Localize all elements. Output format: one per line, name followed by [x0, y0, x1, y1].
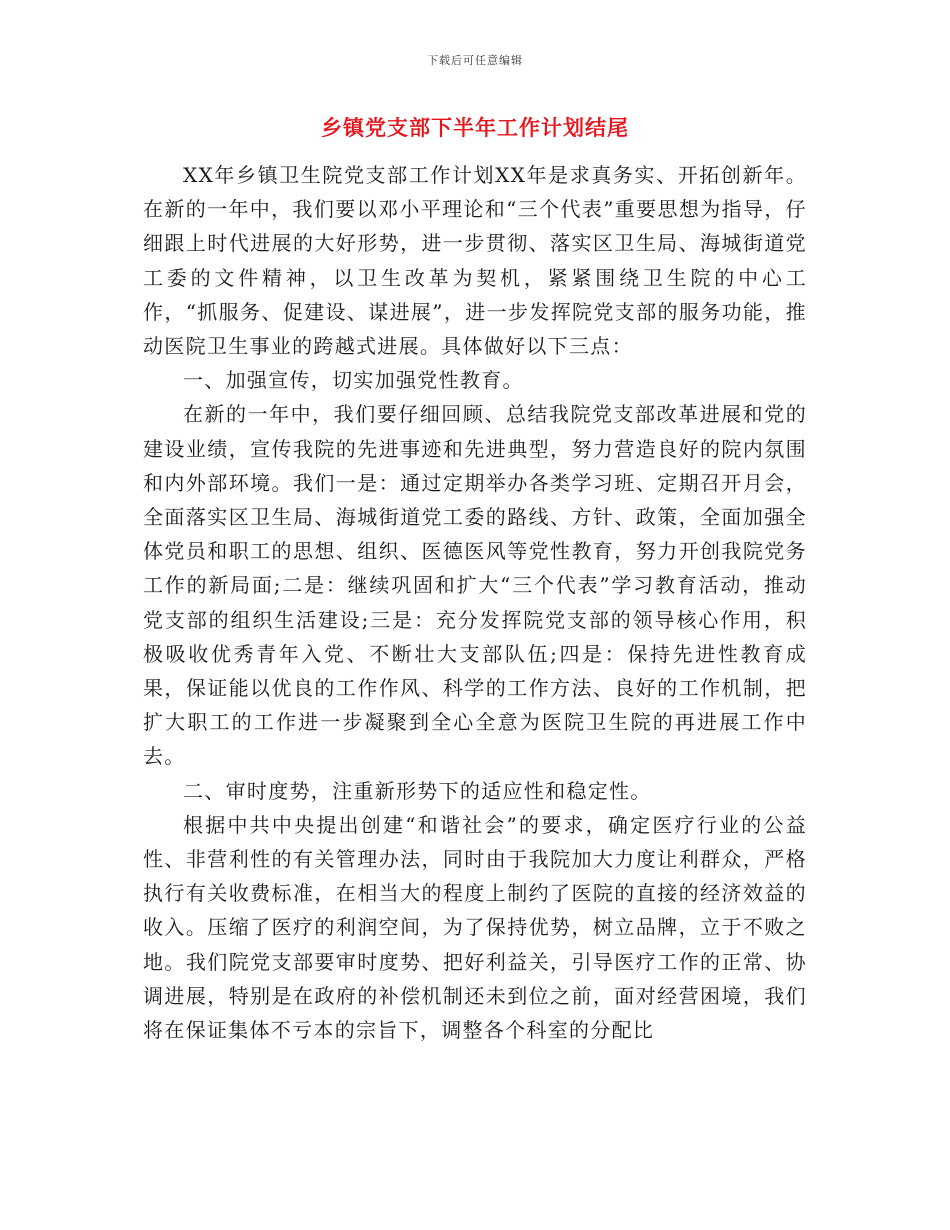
- section-heading-1: 一、加强宣传，切实加强党性教育。: [183, 368, 524, 393]
- document-title: 乡镇党支部下半年工作计划结尾: [321, 116, 629, 140]
- header-note: 下载后可任意编辑: [427, 54, 523, 67]
- paragraph-section-1: 在新的一年中，我们要仔细回顾、总结我院党支部改革进展和党的建设业绩，宣传我院的先进事迹和先进典型，努力营造良好的院内氛围和内外部环境。我们一是：通过定期举办各类学习班、定期召开月会，全面落实区卫生局、海城街道党工委的路线、方针、政策，全面加强全体党员和职工的思想、组织、医德医风等党性教育，努力开创我院党务工作的新局面;二是：继续巩固和扩大“三个代表”学习教育活动，推动党支部的组织生活建设;三是：充分发挥院党支部的领导核心作用，积极吸收优秀青年入党、不断壮大支部队伍;四是：保持先进性教育成果，保证能以优良的工作作风、科学的工作方法、良好的工作机制，把扩大职工的工作进一步凝聚到全心全意为医院卫生院的再进展工作中去。: [143, 402, 807, 769]
- paragraph-section-2: 根据中共中央提出创建“和谐社会”的要求，确定医疗行业的公益性、非营利性的有关管理办法，同时由于我院加大力度让利群众，严格执行有关收费标准，在相当大的程度上制约了医院的直接的经济效益的收入。压缩了医疗的利润空间，为了保持优势，树立品牌，立于不败之地。我们院党支部要审时度势、把好利益关，引导医疗工作的正常、协调进展，特别是在政府的补偿机制还未到位之前，面对经营困境，我们将在保证集体不亏本的宗旨下，调整各个科室的分配比: [143, 812, 807, 1043]
- section-heading-2: 二、审时度势，注重新形势下的适应性和稳定性。: [183, 778, 652, 803]
- document-body: [143, 158, 807, 1047]
- paragraph-intro: XX年乡镇卫生院党支部工作计划XX年是求真务实、开拓创新年。在新的一年中，我们要以邓小平理论和“三个代表”重要思想为指导，仔细跟上时代进展的大好形势，进一步贯彻、落实区卫生局、海城街道党工委的文件精神，以卫生改革为契机，紧紧围绕卫生院的中心工作，“抓服务、促建设、谋进展”，进一步发挥院党支部的服务功能，推动医院卫生事业的跨越式进展。具体做好以下三点：: [143, 163, 807, 359]
